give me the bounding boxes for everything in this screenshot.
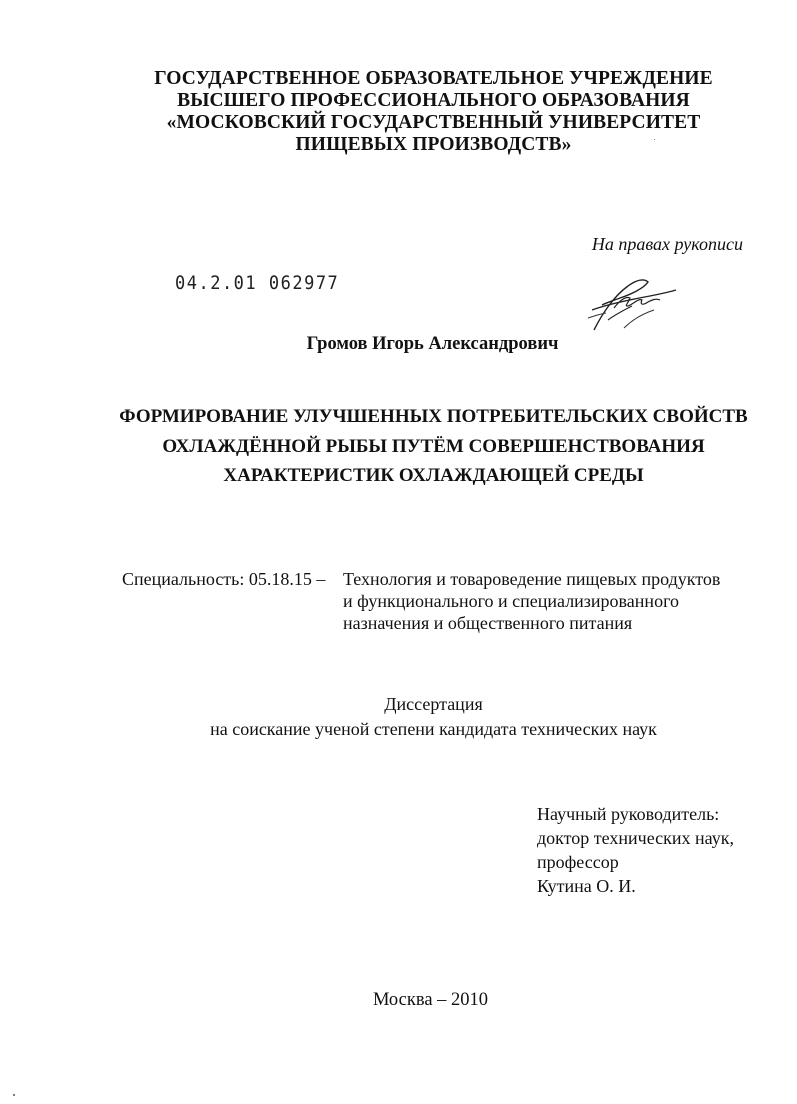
specialty-line: и функционального и специализированного	[343, 591, 679, 611]
supervisor-line: профессор	[537, 852, 619, 872]
specialty-description	[343, 568, 720, 634]
scan-speck	[654, 139, 655, 140]
dissertation-subtitle: на соискание ученой степени кандидата технических наук	[210, 719, 657, 739]
dissertation-block	[100, 692, 767, 742]
specialty-line: Технология и товароведение пищевых продуктов	[343, 569, 721, 589]
city-year: Москва – 2010	[372, 990, 489, 1010]
institution-line: ВЫСШЕГО ПРОФЕССИОНАЛЬНОГО ОБРАЗОВАНИЯ	[177, 90, 690, 111]
supervisor-block	[537, 802, 734, 898]
dissertation-title	[100, 402, 767, 491]
scan-speck	[13, 1094, 15, 1096]
specialty-label: Специальность: 05.18.15 –	[122, 569, 326, 589]
supervisor-line: доктор технических наук,	[537, 828, 734, 848]
author-name: Громов Игорь Александрович	[306, 334, 559, 354]
institution-header	[100, 68, 767, 156]
rights-note: На правах рукописи	[591, 234, 743, 254]
specialty-line: назначения и общественного питания	[343, 613, 633, 633]
institution-line: «МОСКОВСКИЙ ГОСУДАРСТВЕННЫЙ УНИВЕРСИТЕТ	[166, 112, 701, 133]
institution-line: ГОСУДАРСТВЕННОЕ ОБРАЗОВАТЕЛЬНОЕ УЧРЕЖДЕНИЕ	[154, 68, 713, 89]
title-line: ОХЛАЖДЁННОЙ РЫБЫ ПУТЁМ СОВЕРШЕНСТВОВАНИЯ	[162, 435, 705, 457]
signature-icon	[584, 270, 680, 332]
registration-stamp: 04.2.01 062977	[175, 272, 340, 295]
institution-line: ПИЩЕВЫХ ПРОИЗВОДСТВ»	[295, 134, 572, 155]
title-line: ХАРАКТЕРИСТИК ОХЛАЖДАЮЩЕЙ СРЕДЫ	[223, 465, 644, 486]
title-line: ФОРМИРОВАНИЕ УЛУЧШЕННЫХ ПОТРЕБИТЕЛЬСКИХ СВОЙСТВ	[119, 406, 748, 427]
dissertation-heading: Диссертация	[384, 694, 483, 714]
supervisor-line: Кутина О. И.	[537, 876, 636, 896]
supervisor-line: Научный руководитель:	[537, 804, 720, 824]
